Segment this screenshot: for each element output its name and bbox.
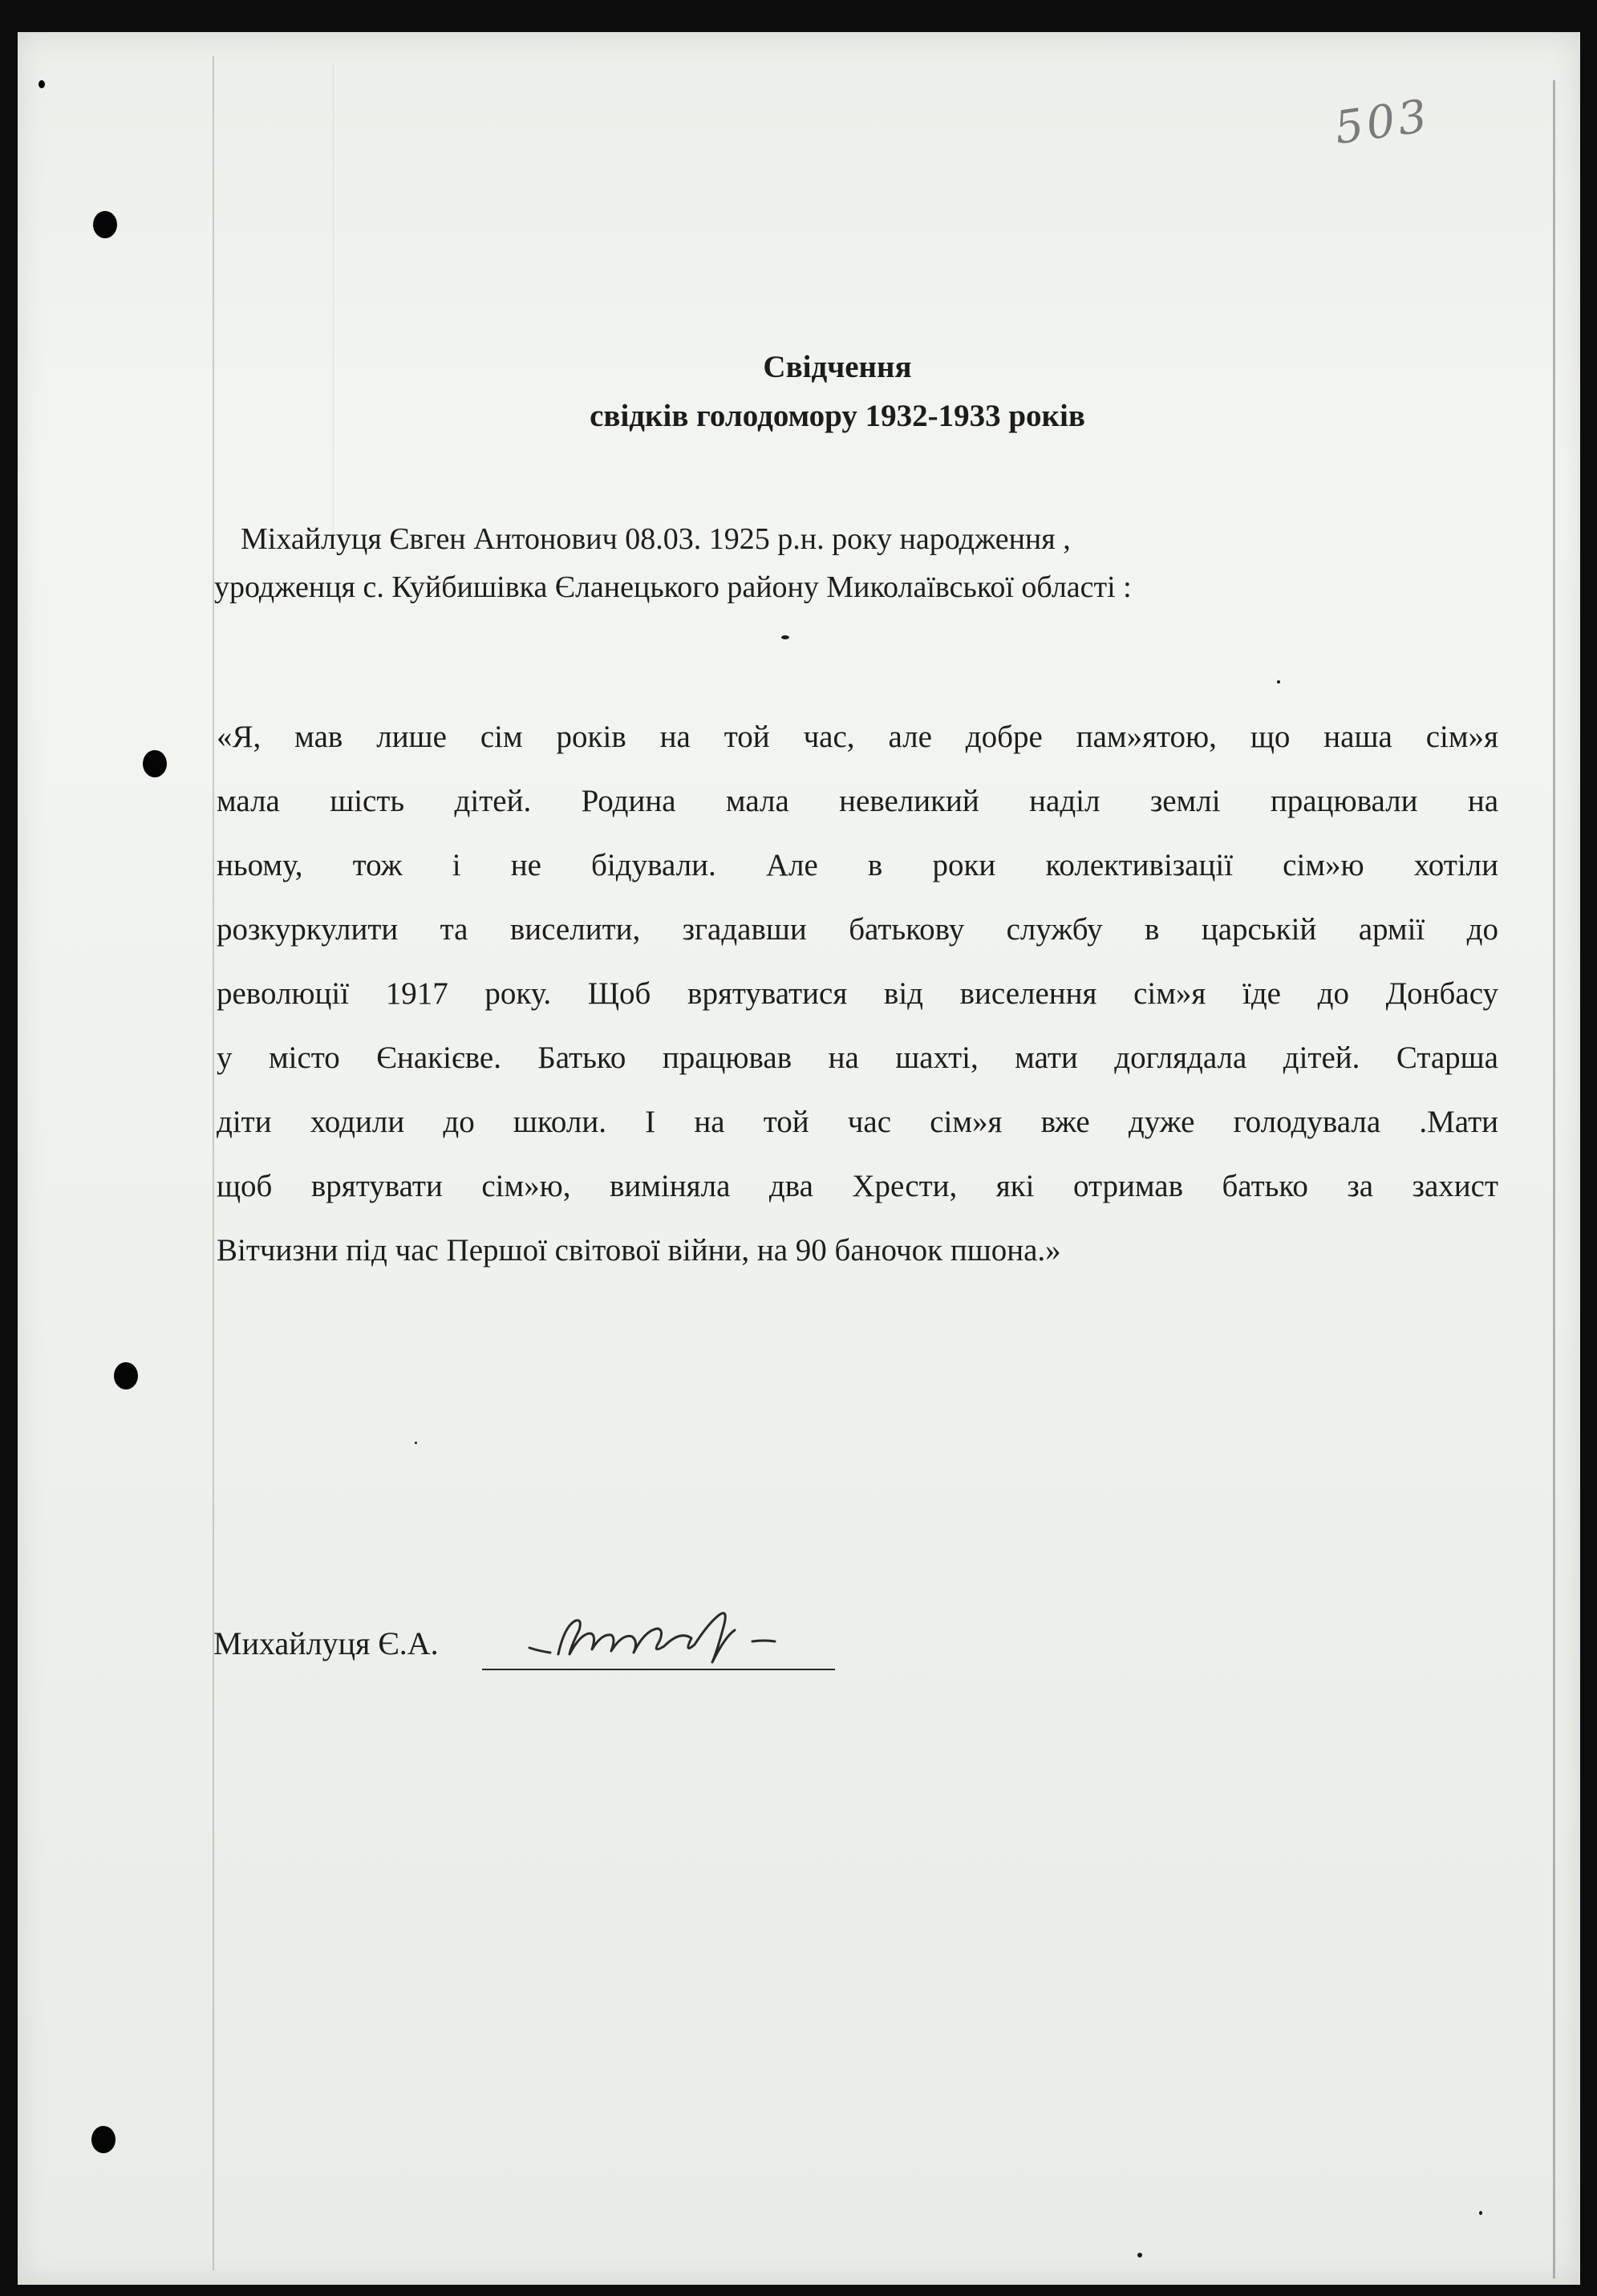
document-subtitle: свідків голодомору 1932-1933 років: [590, 399, 1085, 433]
ink-speck: [1479, 2211, 1482, 2215]
ink-speck: [415, 1442, 417, 1444]
document-title: Свідчення: [763, 350, 912, 384]
signature-line: [482, 1669, 835, 1670]
punch-hole: [93, 211, 117, 238]
ink-speck: [1277, 680, 1280, 684]
testimony-line: мала шість дітей. Родина мала невеликий наділ землі працювали на: [217, 784, 1498, 818]
testimony-line: ньому, тож і не бідували. Але в роки колективізації сім»ю хотіли: [217, 848, 1498, 882]
scan-speck: [39, 80, 45, 88]
handwritten-signature: [523, 1606, 844, 1670]
fold-line-faint: [333, 64, 334, 546]
punch-hole: [114, 1362, 138, 1389]
ink-speck: [781, 635, 789, 639]
testimony-line: Вітчизни під час Першої світової війни, на 90 баночок пшона.»: [217, 1233, 1061, 1268]
testimony-line: у місто Єнакієве. Батько працював на шахті, мати доглядала дітей. Старша: [217, 1041, 1498, 1075]
testimony-line: «Я, мав лише сім років на той час, але добре пам»ятою, що наша сім»я: [217, 720, 1498, 754]
witness-origin-line: уродженця с. Куйбишівка Єланецького району Миколаївської області :: [214, 570, 1132, 604]
witness-info-line: Міхайлуця Євген Антонович 08.03. 1925 р.н. року народження ,: [241, 522, 1071, 556]
paper-sheet: [18, 32, 1580, 2285]
testimony-line: діти ходили до школи. І на той час сім»я вже дуже голодувала .Мати: [217, 1105, 1498, 1139]
punch-hole: [91, 2126, 116, 2153]
punch-hole: [143, 750, 167, 777]
signatory-name: Михайлуця Є.А.: [213, 1625, 439, 1661]
testimony-line: революції 1917 року. Щоб врятуватися від виселення сім»я їде до Донбасу: [217, 976, 1498, 1011]
testimony-line: розкуркулити та виселити, згадавши батькову службу в царській армії до: [217, 912, 1498, 947]
testimony-line: щоб врятувати сім»ю, виміняла два Хрести, які отримав батько за захист: [217, 1169, 1498, 1203]
fold-line-left: [213, 56, 214, 2270]
archive-page-number: 503: [1332, 90, 1433, 155]
ink-speck: [1137, 2253, 1142, 2257]
